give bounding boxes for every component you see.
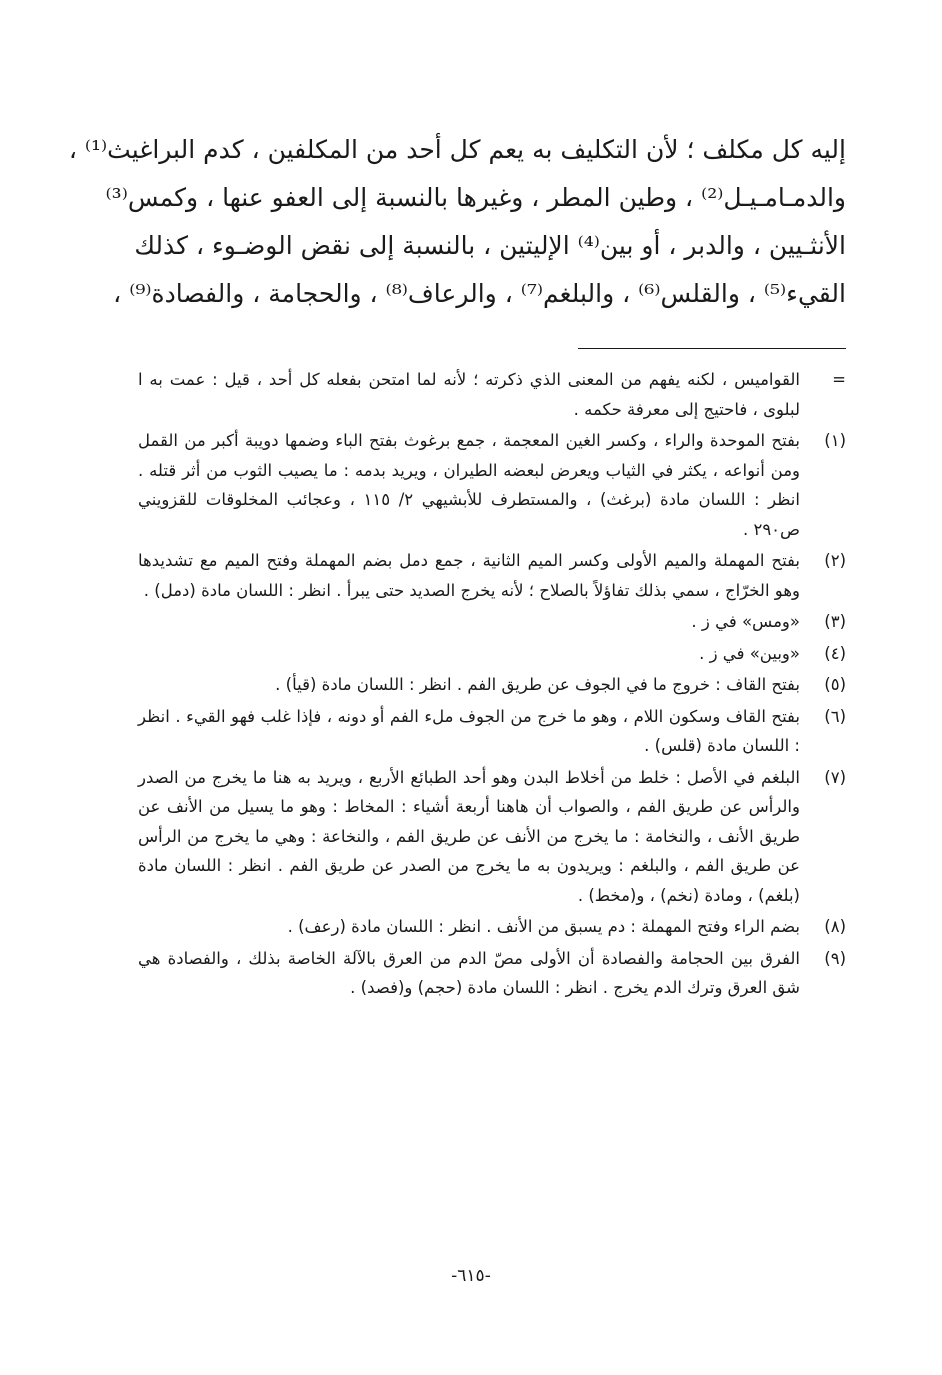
footnote-9 — [138, 944, 846, 1003]
main-text-line: الأنثـيين ، والدبر ، أو بين⁽⁴⁾ الإليتين ، بالنسبة إلى نقض الوضـوء ، كذلك — [134, 231, 846, 260]
footnote-8 — [138, 912, 846, 942]
footnote-text: بفتح المهملة والميم الأولى وكسر الميم الثانية ، جمع دمل بضم المهملة وفتح الميم مع تشديدها وهو الخرّاج ، سمي بذلك تفاؤلاً بالصلاح ؛ لأنه يخرج الصديد حتى يبرأ . انظر : اللسان مادة (دمل) . — [138, 551, 800, 600]
footnote-3 — [138, 607, 846, 637]
footnote-continuation — [138, 365, 846, 424]
footnote-7 — [138, 763, 846, 911]
footnote-2 — [138, 546, 846, 605]
footnote-text: «وبين» في ز . — [699, 643, 800, 663]
footnote-text: القواميس ، لكنه يفهم من المعنى الذي ذكرته ؛ لأنه لما امتحن بفعله كل أحد ، قيل : عمت به ا لبلوى ، فاحتيج إلى معرفة حكمه . — [138, 370, 800, 419]
footnotes-section — [138, 365, 846, 1003]
footnote-text: الفرق بين الحجامة والفصادة أن الأولى مصّ الدم من العرق بالآلة الخاصة بذلك ، والفصادة هي شق العرق وترك الدم يخرج . انظر : اللسان مادة (حجم) و(فصد) . — [138, 948, 800, 997]
footnote-text: البلغم في الأصل : خلط من أخلاط البدن وهو أحد الطبائع الأربع ، ويريد به هنا ما يخرج من الصدر والرأس عن طريق الفم ، والصواب أن هاهنا أربعة أشياء : المخاط : وهو ما يسيل من الأنف عن طريق الأنف ، والنخامة : ما يخرج من الأنف عن طريق الفم ، والنخاعة : وهي ما يخرج من الرأس عن طريق الفم ، والبلغم : ويريدون به ما يخرج من الصدر عن طريق الفم . انظر : اللسان مادة (بلغم) ، ومادة (نخم) ، و(مخط) . — [138, 767, 800, 905]
footnote-text: «ومس» في ز . — [691, 612, 800, 631]
footnote-marker: (٥) — [824, 675, 846, 694]
footnote-marker: (٩) — [824, 948, 846, 968]
footnote-text: بفتح القاف : خروج ما في الجوف عن طريق الفم . انظر : اللسان مادة (قيأ) . — [275, 675, 800, 694]
footnote-5 — [138, 670, 846, 700]
footnote-1 — [138, 426, 846, 544]
footnote-6 — [138, 702, 846, 761]
footnote-marker: (٨) — [824, 917, 846, 936]
footnote-separator — [578, 348, 846, 349]
footnote-text: بفتح الموحدة والراء ، وكسر الغين المعجمة ، جمع برغوث بفتح الباء وضمها دويبة أكبر من القمل ومن أنواعه ، يكثر في الثياب ويعرض لبعضه الطيران ، ويريد بدمه : ما يصيب الثوب من أثر قتله . انظر : اللسان مادة (برغث) ، والمستطرف للأبشيهي ٢/ ١١٥ ، وعجائب المخلوقات للقزويني ص٢٩٠ . — [138, 431, 800, 539]
footnote-marker: (٤) — [824, 643, 846, 663]
footnote-text: بضم الراء وفتح المهملة : دم يسبق من الأنف . انظر : اللسان مادة (رعف) . — [287, 917, 800, 936]
book-page — [68, 126, 846, 1005]
footnote-text: بفتح القاف وسكون اللام ، وهو ما خرج من الجوف ملء الفم أو دونه ، فإذا غلب فهو القيء . انظر : اللسان مادة (قلس) . — [138, 706, 800, 755]
footnote-4 — [138, 639, 846, 669]
footnote-marker: (٢) — [824, 551, 846, 570]
footnote-marker: (١) — [824, 431, 846, 450]
footnote-marker: (٦) — [824, 706, 846, 726]
page-number: -٦١٥- — [451, 1266, 491, 1286]
footnote-marker: = — [832, 370, 846, 389]
main-text-line: إليه كل مكلف ؛ لأن التكليف به يعم كل أحد من المكلفين ، كدم البراغيث⁽¹⁾ ، — [68, 135, 846, 164]
footnote-marker: (٣) — [824, 612, 846, 631]
main-text-line: القيء⁽⁵⁾ ، والقلس⁽⁶⁾ ، والبلغم⁽⁷⁾ ، والرعاف⁽⁸⁾ ، والحجامة ، والفصادة⁽⁹⁾ ، — [113, 279, 846, 308]
main-text-line: والدمـامـيـل⁽²⁾ ، وطين المطر ، وغيرها بالنسبة إلى العفو عنها ، وكمس⁽³⁾ — [105, 183, 846, 212]
footnote-marker: (٧) — [824, 767, 846, 787]
main-text-block — [68, 126, 846, 318]
